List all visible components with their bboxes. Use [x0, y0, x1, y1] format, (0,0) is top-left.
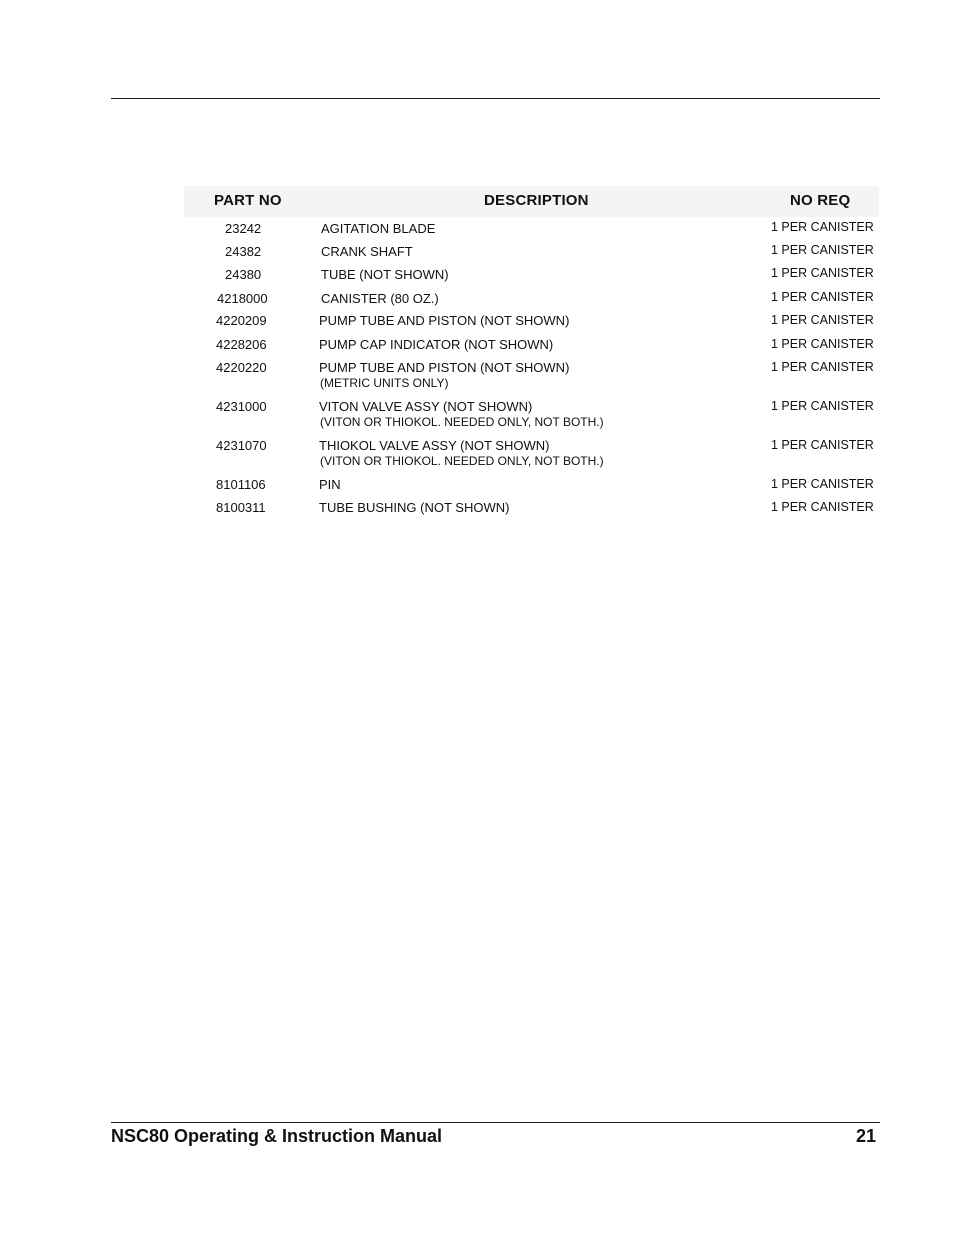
- footer-rule: [111, 1122, 880, 1123]
- part-number: 23242: [225, 221, 262, 236]
- header-part-no: PART NO: [214, 192, 282, 209]
- part-number: 4218000: [217, 291, 268, 306]
- part-description: [319, 399, 759, 430]
- description-note: (VITON OR THIOKOL. NEEDED ONLY, NOT BOTH.): [320, 415, 604, 429]
- part-number: 4220209: [216, 313, 267, 328]
- quantity-required: 1 PER CANISTER: [771, 399, 874, 413]
- footer-page-number: 21: [856, 1126, 877, 1146]
- quantity-required: 1 PER CANISTER: [771, 243, 874, 257]
- header-description: DESCRIPTION: [484, 192, 589, 209]
- description-note: (METRIC UNITS ONLY): [320, 376, 449, 390]
- quantity-required: 1 PER CANISTER: [771, 360, 874, 374]
- part-description: TUBE BUSHING (NOT SHOWN): [319, 500, 510, 515]
- part-number: 4231000: [216, 399, 267, 414]
- part-description: TUBE (NOT SHOWN): [321, 267, 449, 282]
- footer-manual-title: NSC80 Operating & Instruction Manual: [111, 1126, 443, 1146]
- description-note: (VITON OR THIOKOL. NEEDED ONLY, NOT BOTH.): [320, 454, 604, 468]
- part-description: PUMP TUBE AND PISTON (NOT SHOWN): [319, 313, 570, 328]
- quantity-required: 1 PER CANISTER: [771, 266, 874, 280]
- part-number: 24380: [225, 267, 262, 282]
- part-number: 4220220: [216, 360, 267, 375]
- part-description: [319, 438, 759, 469]
- quantity-required: 1 PER CANISTER: [771, 337, 874, 351]
- part-description: [319, 360, 759, 391]
- table-header: [184, 186, 879, 217]
- part-number: 4228206: [216, 337, 267, 352]
- part-description: PIN: [319, 477, 341, 492]
- part-number: 8101106: [216, 477, 266, 492]
- quantity-required: 1 PER CANISTER: [771, 220, 874, 234]
- quantity-required: 1 PER CANISTER: [771, 500, 874, 514]
- quantity-required: 1 PER CANISTER: [771, 438, 874, 452]
- parts-table: [184, 186, 879, 515]
- part-description: CRANK SHAFT: [321, 244, 413, 259]
- quantity-required: 1 PER CANISTER: [771, 313, 874, 327]
- description-main: PUMP TUBE AND PISTON (NOT SHOWN): [319, 360, 570, 375]
- part-description: CANISTER (80 OZ.): [321, 291, 439, 306]
- quantity-required: 1 PER CANISTER: [771, 290, 874, 304]
- header-rule: [111, 98, 880, 99]
- description-main: VITON VALVE ASSY (NOT SHOWN): [319, 399, 533, 414]
- part-description: PUMP CAP INDICATOR (NOT SHOWN): [319, 337, 554, 352]
- quantity-required: 1 PER CANISTER: [771, 477, 874, 491]
- part-number: 24382: [225, 244, 262, 259]
- part-description: AGITATION BLADE: [321, 221, 436, 236]
- description-main: THIOKOL VALVE ASSY (NOT SHOWN): [319, 438, 550, 453]
- part-number: 8100311: [216, 500, 266, 515]
- header-no-req: NO REQ: [790, 192, 851, 209]
- part-number: 4231070: [216, 438, 267, 453]
